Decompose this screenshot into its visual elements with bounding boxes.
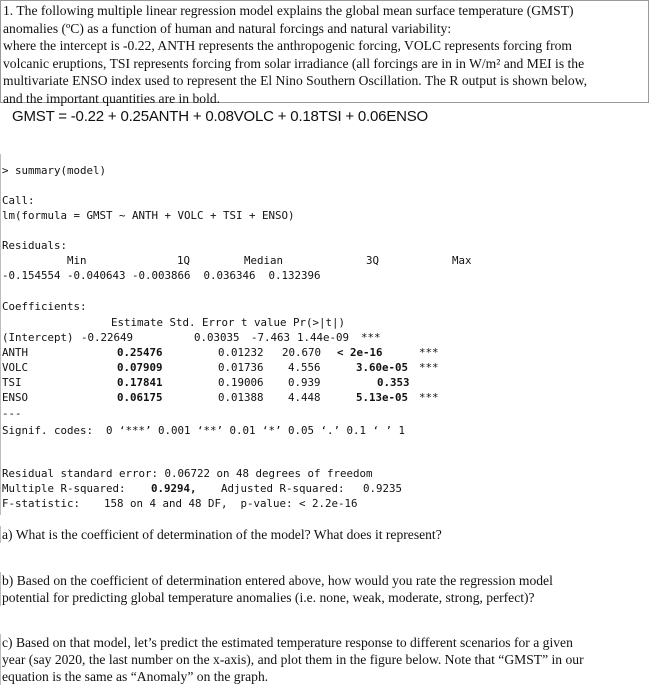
question-a — [0, 526, 649, 543]
intro-line: anomalies (ºC) as a function of human and natural forcings and natural variability: — [3, 20, 452, 36]
question-c — [0, 634, 649, 685]
intro-line: where the intercept is -0.22, ANTH represents the anthropogenic forcing, VOLC represents forcing from — [3, 38, 572, 53]
residuals-values: -0.154554 -0.040643 -0.003866 0.036346 0.132396 — [2, 269, 321, 282]
coefficients-label: Coefficients: — [2, 300, 87, 313]
coef-estimate: 0.06175 — [117, 391, 163, 404]
call-label: Call: — [2, 194, 35, 207]
question-c-line: equation is the same as “Anomaly” on the graph. — [2, 669, 269, 684]
adjusted-r2-value: 0.9235 — [363, 482, 403, 495]
residual-standard-error: Residual standard error: 0.06722 on 48 degrees of freedom — [2, 467, 373, 480]
coef-header: Estimate Std. Error t value Pr(>|t|) — [111, 316, 346, 329]
f-statistic-label: F-statistic: — [2, 497, 81, 510]
f-statistic-text: 158 on 4 and 48 DF, p-value: < 2.2e-16 — [104, 497, 358, 510]
intro-line: multivariate ENSO index used to represent the El Nino Southern Oscillation. The R output is shown below, — [3, 73, 588, 88]
coef-std-error: 0.19006 — [218, 376, 264, 389]
coef-t-value: 4.448 — [288, 391, 321, 404]
residuals-header-1q: 1Q — [177, 254, 191, 267]
question-b-line: b) Based on the coefficient of determination entered above, how would you rate the regression model — [2, 573, 553, 588]
signif-codes: Signif. codes: 0 ‘***’ 0.001 ‘**’ 0.01 ‘*’ 0.05 ‘.’ 0.1 ‘ ’ 1 — [2, 424, 406, 437]
coef-signif: *** — [419, 346, 439, 359]
coef-name: TSI — [2, 376, 22, 389]
question-c-line: year (say 2020, the last number on the x-axis), and plot them in the figure below. Note that “GMST” in our — [2, 652, 584, 667]
coef-name: ENSO — [2, 391, 29, 404]
coef-estimate: 0.07909 — [117, 361, 163, 374]
separator: --- — [2, 407, 22, 420]
coef-std-error: 0.01736 — [218, 361, 264, 374]
residuals-label: Residuals: — [2, 239, 68, 252]
intro-line: 1. The following multiple linear regression model explains the global mean surface temperature (GMST) — [3, 3, 574, 18]
coef-p-value: 0.353 — [377, 376, 410, 389]
adjusted-r2-label: Adjusted R-squared: — [221, 482, 345, 495]
question-c-line: c) Based on that model, let’s predict the estimated temperature response to different scenarios for a given — [2, 635, 573, 650]
regression-equation: GMST = -0.22 + 0.25ANTH + 0.08VOLC + 0.18TSI + 0.06ENSO — [12, 108, 429, 125]
coef-t-value: 4.556 — [288, 361, 321, 374]
r-output — [0, 154, 649, 515]
r-command: > summary(model) — [2, 164, 107, 177]
question-b-line: potential for predicting global temperature anomalies (i.e. none, weak, moderate, strong, perfect)? — [2, 590, 535, 605]
coef-p-value: 3.60e-05 — [356, 361, 409, 374]
coef-name: VOLC — [2, 361, 29, 374]
coef-signif: *** — [361, 331, 381, 344]
question-b — [0, 572, 649, 606]
call-formula: lm(formula = GMST ~ ANTH + VOLC + TSI + ENSO) — [2, 209, 295, 222]
coef-signif: *** — [419, 391, 439, 404]
coef-t-value: 20.670 — [282, 346, 322, 359]
coef-p-value: < 2e-16 — [337, 346, 383, 359]
problem-intro — [0, 0, 649, 106]
coef-name: ANTH — [2, 346, 29, 359]
coef-t-value: -7.463 — [251, 331, 291, 344]
residuals-header-max: Max — [452, 254, 472, 267]
multiple-r2-value: 0.9294, — [151, 482, 197, 495]
residuals-header-min: Min — [67, 254, 87, 267]
intro-line: and the important quantities are in bold. — [3, 90, 221, 106]
coef-estimate: -0.22649 — [81, 331, 134, 344]
coef-p-value: 1.44e-09 — [297, 331, 350, 344]
coef-signif: *** — [419, 361, 439, 374]
coef-std-error: 0.01232 — [218, 346, 264, 359]
coef-std-error: 0.01388 — [218, 391, 264, 404]
coef-t-value: 0.939 — [288, 376, 321, 389]
coef-estimate: 0.25476 — [117, 346, 163, 359]
multiple-r2-label: Multiple R-squared: — [2, 482, 126, 495]
coef-std-error: 0.03035 — [194, 331, 240, 344]
question-a-line: a) What is the coefficient of determination of the model? What does it represent? — [2, 527, 442, 542]
coef-estimate: 0.17841 — [117, 376, 163, 389]
residuals-header-3q: 3Q — [366, 254, 380, 267]
intro-line: volcanic eruptions, TSI represents forcing from solar irradiance (all forcings are in in W/m² and MEI is the — [3, 55, 585, 71]
residuals-header-median: Median — [244, 254, 284, 267]
coef-p-value: 5.13e-05 — [356, 391, 409, 404]
coef-name: (Intercept) — [2, 331, 74, 344]
